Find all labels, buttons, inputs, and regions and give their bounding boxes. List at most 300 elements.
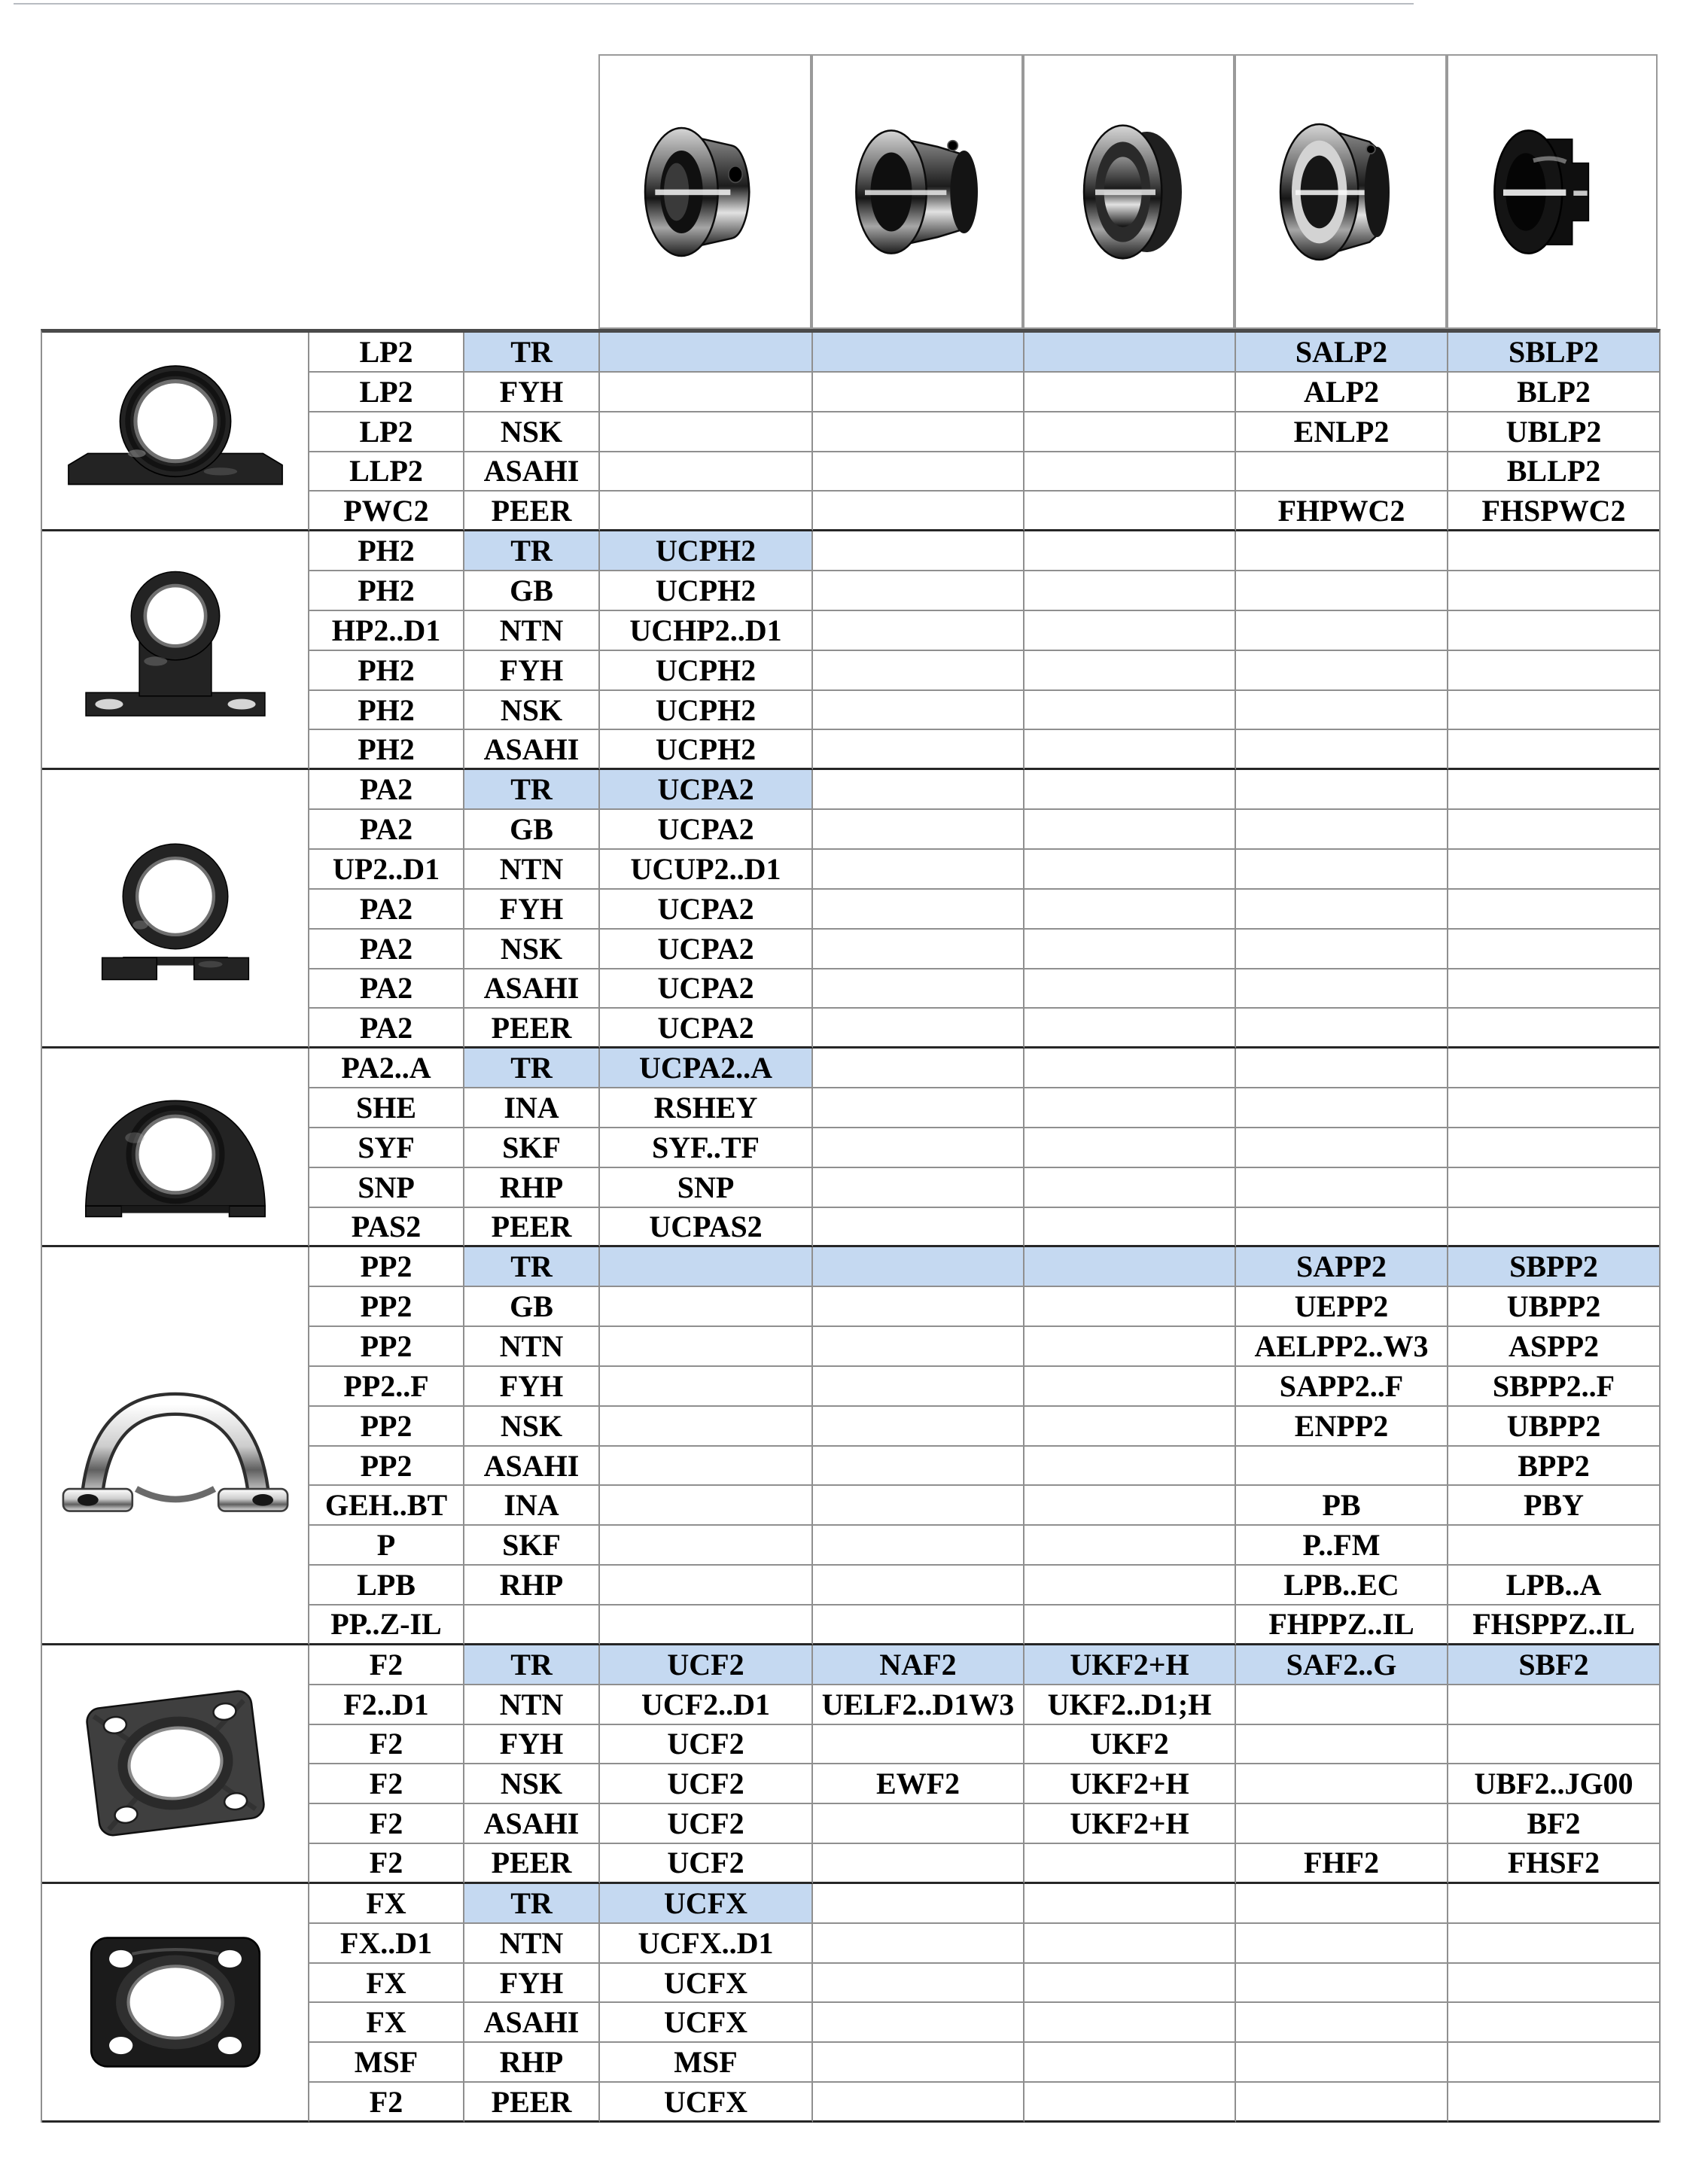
part-number-cell bbox=[1024, 531, 1236, 571]
part-number-cell bbox=[813, 571, 1024, 611]
part-number-cell bbox=[813, 1486, 1024, 1526]
part-number-cell bbox=[600, 1566, 813, 1605]
part-number-cell bbox=[813, 1526, 1024, 1566]
part-number-cell: SBPP2..F bbox=[1448, 1367, 1659, 1407]
part-number-cell bbox=[813, 1605, 1024, 1645]
part-number-cell bbox=[1236, 651, 1448, 691]
part-number-cell bbox=[600, 1287, 813, 1327]
part-number-cell: RSHEY bbox=[600, 1088, 813, 1128]
part-number-cell bbox=[1024, 333, 1236, 373]
model-code-cell: F2..D1 bbox=[309, 1685, 464, 1725]
page-top-rule bbox=[14, 3, 1414, 5]
model-code-cell: UP2..D1 bbox=[309, 850, 464, 890]
part-number-cell: SALP2 bbox=[1236, 333, 1448, 373]
brand-cell: ASAHI bbox=[464, 2003, 600, 2043]
pillow-block-lp-icon bbox=[59, 357, 291, 505]
part-number-cell bbox=[813, 1208, 1024, 1248]
part-number-cell bbox=[600, 1407, 813, 1447]
strap-pp-icon bbox=[58, 1367, 293, 1523]
part-number-cell bbox=[1024, 1924, 1236, 1964]
part-number-cell bbox=[1024, 1327, 1236, 1367]
part-number-cell bbox=[1448, 1009, 1659, 1049]
brand-cell: INA bbox=[464, 1486, 600, 1526]
part-number-cell bbox=[1448, 1964, 1659, 2004]
part-number-cell bbox=[1024, 730, 1236, 770]
part-number-cell bbox=[1236, 691, 1448, 731]
part-number-cell bbox=[1024, 1566, 1236, 1605]
part-number-cell bbox=[1236, 452, 1448, 492]
model-code-cell: MSF bbox=[309, 2043, 464, 2083]
model-code-cell: PAS2 bbox=[309, 1208, 464, 1248]
part-number-cell: LPB..A bbox=[1448, 1566, 1659, 1605]
part-number-cell bbox=[600, 1247, 813, 1287]
part-number-cell bbox=[1236, 930, 1448, 969]
part-number-cell: UCF2 bbox=[600, 1645, 813, 1685]
part-number-cell bbox=[1024, 969, 1236, 1009]
part-number-cell bbox=[1448, 850, 1659, 890]
part-number-cell bbox=[1448, 2083, 1659, 2123]
housing-photo-flange-fx bbox=[42, 1884, 309, 2123]
part-number-cell bbox=[1236, 1764, 1448, 1804]
header-photo-cell bbox=[1447, 54, 1658, 329]
part-number-cell bbox=[1024, 691, 1236, 731]
part-number-cell bbox=[813, 1088, 1024, 1128]
part-number-cell bbox=[1448, 1049, 1659, 1088]
part-number-cell bbox=[813, 492, 1024, 531]
part-number-cell bbox=[1236, 531, 1448, 571]
brand-cell: ASAHI bbox=[464, 1804, 600, 1844]
part-number-cell bbox=[1448, 1924, 1659, 1964]
part-number-cell bbox=[1236, 571, 1448, 611]
insert-bearing-race bbox=[1247, 79, 1435, 305]
part-number-cell bbox=[1024, 651, 1236, 691]
part-number-cell bbox=[1448, 1725, 1659, 1765]
part-number-cell: SBPP2 bbox=[1448, 1247, 1659, 1287]
part-number-cell: UKF2+H bbox=[1024, 1764, 1236, 1804]
part-number-cell bbox=[813, 1327, 1024, 1367]
model-code-cell: PA2 bbox=[309, 890, 464, 930]
part-number-cell bbox=[600, 1526, 813, 1566]
brand-cell: NTN bbox=[464, 611, 600, 651]
part-number-cell bbox=[1024, 1447, 1236, 1487]
part-number-cell bbox=[1024, 492, 1236, 531]
part-number-cell: UKF2+H bbox=[1024, 1645, 1236, 1685]
model-code-cell: PP2 bbox=[309, 1447, 464, 1487]
part-number-cell: UCPA2 bbox=[600, 890, 813, 930]
part-number-cell bbox=[1024, 810, 1236, 850]
part-number-cell bbox=[1448, 1208, 1659, 1248]
model-code-cell: P bbox=[309, 1526, 464, 1566]
model-code-cell: PA2 bbox=[309, 930, 464, 969]
model-code-cell: FX bbox=[309, 1964, 464, 2004]
model-code-cell: LP2 bbox=[309, 412, 464, 452]
model-code-cell: SNP bbox=[309, 1168, 464, 1208]
brand-cell: FYH bbox=[464, 1725, 600, 1765]
part-number-cell bbox=[1448, 2003, 1659, 2043]
part-number-cell: NAF2 bbox=[813, 1645, 1024, 1685]
brand-cell: SKF bbox=[464, 1128, 600, 1168]
brand-cell: GB bbox=[464, 810, 600, 850]
model-code-cell: PP2 bbox=[309, 1327, 464, 1367]
part-number-cell bbox=[1024, 2083, 1236, 2123]
brand-cell: NSK bbox=[464, 930, 600, 969]
part-number-cell: PB bbox=[1236, 1486, 1448, 1526]
brand-cell: FYH bbox=[464, 373, 600, 412]
part-number-cell bbox=[1448, 1685, 1659, 1725]
part-number-cell bbox=[600, 1605, 813, 1645]
model-code-cell: LP2 bbox=[309, 373, 464, 412]
part-number-cell bbox=[813, 691, 1024, 731]
part-number-cell: BLLP2 bbox=[1448, 452, 1659, 492]
part-number-cell: SAF2..G bbox=[1236, 1645, 1448, 1685]
part-number-cell bbox=[1236, 1088, 1448, 1128]
part-number-cell bbox=[1024, 1844, 1236, 1884]
part-number-cell bbox=[813, 333, 1024, 373]
part-number-cell bbox=[813, 730, 1024, 770]
insert-bearing-collar bbox=[824, 79, 1012, 305]
part-number-cell bbox=[1448, 890, 1659, 930]
brand-cell: GB bbox=[464, 571, 600, 611]
part-number-cell bbox=[813, 1049, 1024, 1088]
part-number-cell: AELPP2..W3 bbox=[1236, 1327, 1448, 1367]
part-number-cell bbox=[1448, 651, 1659, 691]
part-number-cell bbox=[1236, 1208, 1448, 1248]
part-number-cell bbox=[1236, 2003, 1448, 2043]
part-number-cell: EWF2 bbox=[813, 1764, 1024, 1804]
part-number-cell bbox=[1024, 611, 1236, 651]
part-number-cell bbox=[813, 930, 1024, 969]
part-number-cell: UCPA2..A bbox=[600, 1049, 813, 1088]
part-number-cell: UCPH2 bbox=[600, 730, 813, 770]
insert-bearing-setscrew bbox=[611, 79, 799, 305]
brand-cell: NTN bbox=[464, 850, 600, 890]
part-number-cell bbox=[1236, 1049, 1448, 1088]
part-number-cell bbox=[1236, 1447, 1448, 1487]
part-number-cell bbox=[813, 373, 1024, 412]
part-number-cell bbox=[600, 452, 813, 492]
brand-cell: PEER bbox=[464, 1009, 600, 1049]
part-number-cell bbox=[1024, 1168, 1236, 1208]
part-number-cell bbox=[1024, 452, 1236, 492]
brand-cell: SKF bbox=[464, 1526, 600, 1566]
model-code-cell: F2 bbox=[309, 1764, 464, 1804]
model-code-cell: FX..D1 bbox=[309, 1924, 464, 1964]
brand-cell: RHP bbox=[464, 1168, 600, 1208]
model-code-cell: PH2 bbox=[309, 691, 464, 731]
part-number-cell bbox=[813, 890, 1024, 930]
part-number-cell bbox=[1236, 890, 1448, 930]
part-number-cell bbox=[1236, 2043, 1448, 2083]
part-number-cell bbox=[1024, 1208, 1236, 1248]
model-code-cell: F2 bbox=[309, 1645, 464, 1685]
header-photo-cell bbox=[1235, 54, 1447, 329]
part-number-cell bbox=[1448, 1526, 1659, 1566]
part-number-cell: UCPH2 bbox=[600, 651, 813, 691]
part-number-cell: UCF2 bbox=[600, 1844, 813, 1884]
part-number-cell bbox=[1236, 1009, 1448, 1049]
part-number-cell bbox=[1236, 1725, 1448, 1765]
part-number-cell: UBF2..JG00 bbox=[1448, 1764, 1659, 1804]
model-code-cell: FX bbox=[309, 2003, 464, 2043]
part-number-cell bbox=[1236, 730, 1448, 770]
part-number-cell bbox=[1024, 1884, 1236, 1924]
part-number-cell: PBY bbox=[1448, 1486, 1659, 1526]
part-number-cell: FHSPPZ..IL bbox=[1448, 1605, 1659, 1645]
part-number-cell: UBLP2 bbox=[1448, 412, 1659, 452]
part-number-cell bbox=[813, 1804, 1024, 1844]
part-number-cell: UCPH2 bbox=[600, 691, 813, 731]
part-number-cell bbox=[813, 1407, 1024, 1447]
brand-cell: FYH bbox=[464, 1964, 600, 2004]
model-code-cell: PH2 bbox=[309, 571, 464, 611]
brand-cell: INA bbox=[464, 1088, 600, 1128]
part-number-cell bbox=[1448, 730, 1659, 770]
housing-photo-pillow-block-pa bbox=[42, 770, 309, 1049]
part-number-cell: ASPP2 bbox=[1448, 1327, 1659, 1367]
part-number-cell bbox=[1448, 1128, 1659, 1168]
part-number-cell: UBPP2 bbox=[1448, 1407, 1659, 1447]
model-code-cell: PP2 bbox=[309, 1287, 464, 1327]
model-code-cell: HP2..D1 bbox=[309, 611, 464, 651]
part-number-cell bbox=[1024, 1049, 1236, 1088]
housing-photo-flange-f2 bbox=[42, 1645, 309, 1884]
part-number-cell bbox=[813, 2083, 1024, 2123]
brand-cell: NSK bbox=[464, 1764, 600, 1804]
model-code-cell: PWC2 bbox=[309, 492, 464, 531]
part-number-cell bbox=[1024, 373, 1236, 412]
model-code-cell: LPB bbox=[309, 1566, 464, 1605]
part-number-cell: UCFX bbox=[600, 1964, 813, 2004]
part-number-cell: UCPH2 bbox=[600, 571, 813, 611]
part-number-cell bbox=[600, 1486, 813, 1526]
part-number-cell bbox=[1024, 1009, 1236, 1049]
part-number-cell bbox=[1024, 571, 1236, 611]
part-number-cell bbox=[813, 651, 1024, 691]
part-number-cell: UCPA2 bbox=[600, 1009, 813, 1049]
part-number-cell bbox=[813, 1367, 1024, 1407]
part-number-cell bbox=[1448, 691, 1659, 731]
part-number-cell: UCPA2 bbox=[600, 969, 813, 1009]
part-number-cell: FHSPWC2 bbox=[1448, 492, 1659, 531]
part-number-cell: BF2 bbox=[1448, 1804, 1659, 1844]
brand-cell: TR bbox=[464, 770, 600, 810]
part-number-cell bbox=[1024, 850, 1236, 890]
part-number-cell: UEPP2 bbox=[1236, 1287, 1448, 1327]
flange-f2-icon bbox=[62, 1682, 288, 1845]
brand-cell: FYH bbox=[464, 651, 600, 691]
part-number-cell bbox=[1448, 1168, 1659, 1208]
part-number-cell: ENLP2 bbox=[1236, 412, 1448, 452]
model-code-cell: GEH..BT bbox=[309, 1486, 464, 1526]
part-number-cell: UCPAS2 bbox=[600, 1208, 813, 1248]
part-number-cell: P..FM bbox=[1236, 1526, 1448, 1566]
model-code-cell: PP2 bbox=[309, 1407, 464, 1447]
part-number-cell bbox=[1448, 571, 1659, 611]
brand-cell bbox=[464, 1605, 600, 1645]
model-code-cell: SHE bbox=[309, 1088, 464, 1128]
part-number-cell bbox=[1236, 1804, 1448, 1844]
part-number-cell: SBLP2 bbox=[1448, 333, 1659, 373]
part-number-cell: MSF bbox=[600, 2043, 813, 2083]
brand-cell: ASAHI bbox=[464, 452, 600, 492]
part-number-cell bbox=[813, 611, 1024, 651]
part-number-cell: UCFX bbox=[600, 2083, 813, 2123]
model-code-cell: FX bbox=[309, 1884, 464, 1924]
insert-bearing-flush bbox=[1458, 79, 1646, 305]
part-number-cell: LPB..EC bbox=[1236, 1566, 1448, 1605]
part-number-cell: FHPWC2 bbox=[1236, 492, 1448, 531]
part-number-cell: FHPPZ..IL bbox=[1236, 1605, 1448, 1645]
part-number-cell bbox=[813, 969, 1024, 1009]
housing-photo-strap-pp bbox=[42, 1247, 309, 1645]
brand-cell: FYH bbox=[464, 1367, 600, 1407]
part-number-cell bbox=[813, 850, 1024, 890]
part-number-cell bbox=[813, 1725, 1024, 1765]
brand-cell: NTN bbox=[464, 1924, 600, 1964]
part-number-cell: ALP2 bbox=[1236, 373, 1448, 412]
model-code-cell: SYF bbox=[309, 1128, 464, 1168]
part-number-cell: ENPP2 bbox=[1236, 1407, 1448, 1447]
part-number-cell bbox=[600, 1327, 813, 1367]
part-number-cell bbox=[1448, 810, 1659, 850]
part-number-cell: UCUP2..D1 bbox=[600, 850, 813, 890]
model-code-cell: PA2 bbox=[309, 1009, 464, 1049]
part-number-cell: UCPH2 bbox=[600, 531, 813, 571]
part-number-cell bbox=[813, 1964, 1024, 2004]
part-number-cell bbox=[1236, 1884, 1448, 1924]
part-number-cell bbox=[813, 1566, 1024, 1605]
part-number-cell bbox=[1024, 1605, 1236, 1645]
part-number-cell: UCFX bbox=[600, 1884, 813, 1924]
part-number-cell bbox=[813, 770, 1024, 810]
pillow-block-paa-icon bbox=[68, 1061, 283, 1232]
part-number-cell bbox=[1024, 412, 1236, 452]
part-number-cell bbox=[1236, 770, 1448, 810]
part-number-cell bbox=[1024, 1287, 1236, 1327]
part-number-cell bbox=[1024, 1964, 1236, 2004]
brand-cell: TR bbox=[464, 531, 600, 571]
part-number-cell bbox=[1024, 1088, 1236, 1128]
model-code-cell: F2 bbox=[309, 1844, 464, 1884]
part-number-cell: SBF2 bbox=[1448, 1645, 1659, 1685]
part-number-cell bbox=[1236, 850, 1448, 890]
part-number-cell bbox=[1448, 2043, 1659, 2083]
part-number-cell: SNP bbox=[600, 1168, 813, 1208]
brand-cell: NSK bbox=[464, 691, 600, 731]
model-code-cell: PA2 bbox=[309, 969, 464, 1009]
header-photo-cell bbox=[811, 54, 1023, 329]
brand-cell: NSK bbox=[464, 1407, 600, 1447]
part-number-cell: UCF2 bbox=[600, 1804, 813, 1844]
part-number-cell bbox=[1024, 770, 1236, 810]
part-number-cell bbox=[813, 1128, 1024, 1168]
part-number-cell bbox=[813, 810, 1024, 850]
part-number-cell bbox=[813, 1168, 1024, 1208]
part-number-cell: BLP2 bbox=[1448, 373, 1659, 412]
brand-cell: NTN bbox=[464, 1685, 600, 1725]
header-photo-cell bbox=[598, 54, 811, 329]
part-number-cell: UCPA2 bbox=[600, 930, 813, 969]
model-code-cell: PP2..F bbox=[309, 1367, 464, 1407]
part-number-cell bbox=[600, 333, 813, 373]
part-number-cell bbox=[1236, 1924, 1448, 1964]
part-number-cell bbox=[1448, 770, 1659, 810]
insert-bearing-plain bbox=[1035, 79, 1223, 305]
part-number-cell bbox=[600, 1447, 813, 1487]
brand-cell: TR bbox=[464, 333, 600, 373]
part-number-cell: UCFX bbox=[600, 2003, 813, 2043]
brand-cell: ASAHI bbox=[464, 969, 600, 1009]
flange-fx-icon bbox=[64, 1922, 287, 2083]
part-number-cell bbox=[813, 1924, 1024, 1964]
part-number-cell bbox=[1448, 611, 1659, 651]
part-number-cell: UBPP2 bbox=[1448, 1287, 1659, 1327]
part-number-cell: UCFX..D1 bbox=[600, 1924, 813, 1964]
model-code-cell: F2 bbox=[309, 1725, 464, 1765]
part-number-cell: UELF2..D1W3 bbox=[813, 1685, 1024, 1725]
part-number-cell bbox=[1448, 930, 1659, 969]
part-number-cell bbox=[813, 1844, 1024, 1884]
part-number-cell: SYF..TF bbox=[600, 1128, 813, 1168]
part-number-cell bbox=[1448, 969, 1659, 1009]
part-number-cell bbox=[1448, 531, 1659, 571]
brand-cell: PEER bbox=[464, 1208, 600, 1248]
brand-cell: RHP bbox=[464, 2043, 600, 2083]
brand-cell: FYH bbox=[464, 890, 600, 930]
part-number-cell: UCPA2 bbox=[600, 770, 813, 810]
part-number-cell: SAPP2..F bbox=[1236, 1367, 1448, 1407]
part-number-cell bbox=[813, 452, 1024, 492]
model-code-cell: F2 bbox=[309, 2083, 464, 2123]
part-number-cell bbox=[1236, 2083, 1448, 2123]
header-photo-cell bbox=[1023, 54, 1235, 329]
part-number-cell bbox=[1024, 2043, 1236, 2083]
model-code-cell: PA2..A bbox=[309, 1049, 464, 1088]
model-code-cell: LLP2 bbox=[309, 452, 464, 492]
part-number-cell: UKF2 bbox=[1024, 1725, 1236, 1765]
brand-cell: TR bbox=[464, 1884, 600, 1924]
part-number-cell bbox=[1236, 1964, 1448, 2004]
part-number-cell bbox=[1236, 1168, 1448, 1208]
part-number-cell bbox=[813, 1884, 1024, 1924]
model-code-cell: PH2 bbox=[309, 730, 464, 770]
model-code-cell: F2 bbox=[309, 1804, 464, 1844]
housing-photo-pillow-block-lp bbox=[42, 333, 309, 531]
brand-cell: ASAHI bbox=[464, 730, 600, 770]
part-number-cell: FHSF2 bbox=[1448, 1844, 1659, 1884]
model-code-cell: PA2 bbox=[309, 810, 464, 850]
part-number-cell: SAPP2 bbox=[1236, 1247, 1448, 1287]
part-number-cell bbox=[1024, 1247, 1236, 1287]
part-number-cell bbox=[600, 492, 813, 531]
model-code-cell: PP..Z-IL bbox=[309, 1605, 464, 1645]
part-number-cell: UKF2..D1;H bbox=[1024, 1685, 1236, 1725]
part-number-cell bbox=[1024, 890, 1236, 930]
brand-cell: NTN bbox=[464, 1327, 600, 1367]
part-number-cell bbox=[813, 412, 1024, 452]
brand-cell: TR bbox=[464, 1247, 600, 1287]
brand-cell: ASAHI bbox=[464, 1447, 600, 1487]
part-number-cell bbox=[1024, 1367, 1236, 1407]
part-number-cell: UCHP2..D1 bbox=[600, 611, 813, 651]
part-number-cell: FHF2 bbox=[1236, 1844, 1448, 1884]
part-number-cell bbox=[1448, 1088, 1659, 1128]
part-number-cell bbox=[600, 1367, 813, 1407]
model-code-cell: PH2 bbox=[309, 651, 464, 691]
brand-cell: PEER bbox=[464, 2083, 600, 2123]
part-number-cell: BPP2 bbox=[1448, 1447, 1659, 1487]
housing-photo-pillow-block-ph bbox=[42, 531, 309, 770]
